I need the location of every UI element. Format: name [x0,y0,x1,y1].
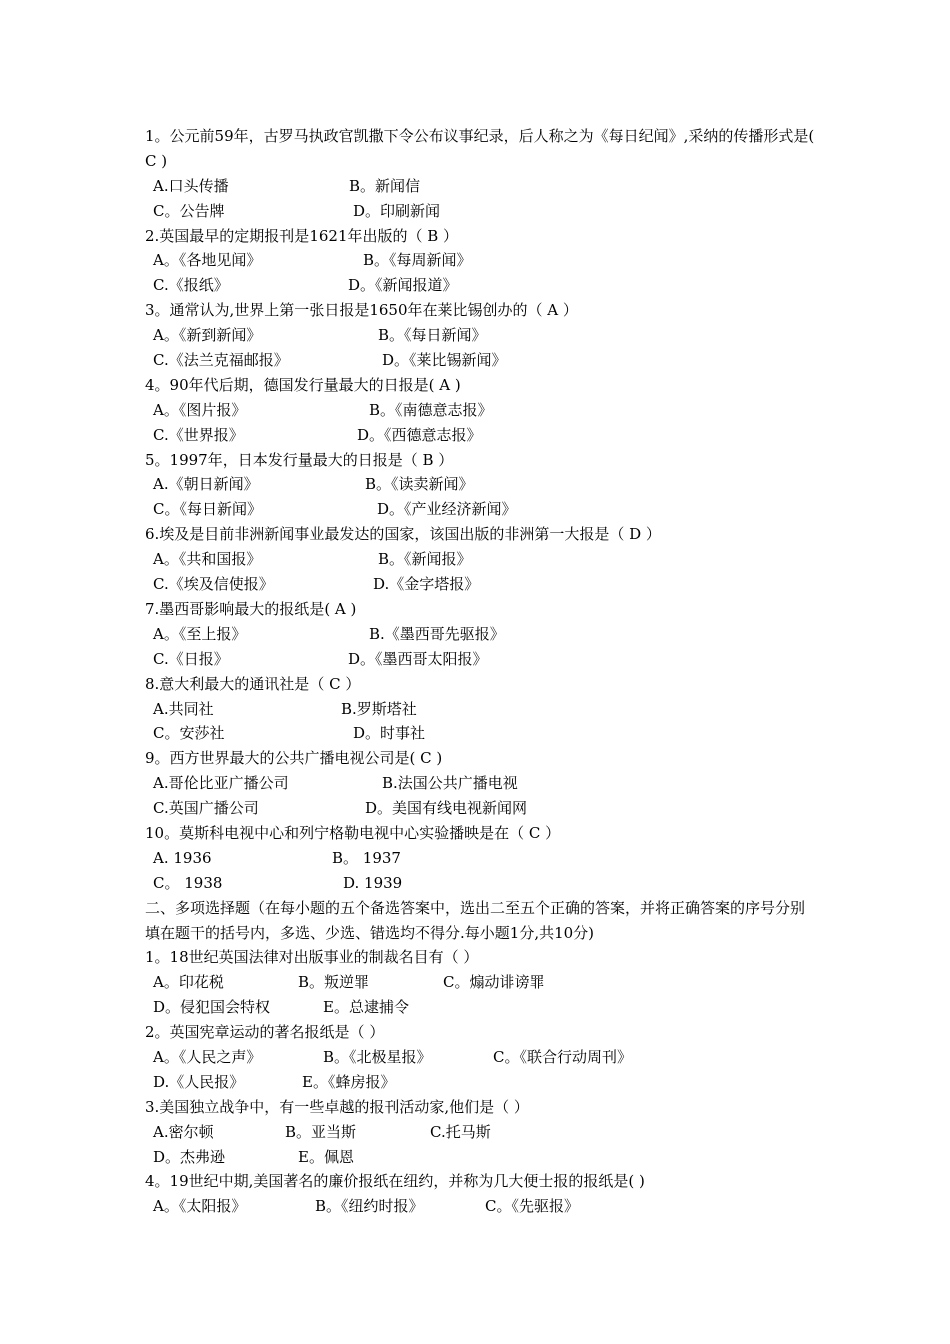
question-6-options-row-1 [145,547,815,572]
option-c: C。《先驱报》 [485,1197,579,1216]
option-b: B。《新闻报》 [378,550,472,569]
question-1-stem: 1。公元前59年，古罗马执政官凯撒下令公布议事纪录，后人称之为《每日纪闻》,采纳的传播形式是( C ) [145,127,815,170]
option-c: C。安莎社 [153,724,225,743]
question-7-options-row-2 [145,647,815,672]
option-a: A.《朝日新闻》 [153,475,259,494]
multi-question-3-options-row-2 [145,1145,815,1170]
question-2-stem: 2.英国最早的定期报刊是1621年出版的（ B ） [145,226,459,245]
option-b: B.罗斯塔社 [341,699,417,718]
multi-question-2-options-row-2 [145,1070,815,1095]
option-a: A。《人民之声》 [153,1047,262,1066]
option-c: C。《联合行动周刊》 [493,1047,632,1066]
question-4-options-row-1 [145,398,815,423]
option-e: E。《蜂房报》 [302,1072,396,1091]
option-a: A。《太阳报》 [153,1197,247,1216]
option-c: C。 1938 [153,873,223,892]
option-b: B。《每日新闻》 [378,326,487,345]
option-d: D。《西德意志报》 [357,425,482,444]
option-d: D。侵犯国会特权 [153,998,271,1017]
question-3-options-row-2 [145,348,815,373]
multi-question-1-options-row-2 [145,995,815,1020]
question-6-options-row-2 [145,572,815,597]
option-d: D。印刷新闻 [353,201,441,220]
option-b: B。叛逆罪 [298,973,370,992]
option-e: E。总逮捕令 [323,998,409,1017]
option-a: A。印花税 [153,973,224,992]
option-c: C.托马斯 [430,1122,491,1141]
question-1-options-row-2 [145,199,815,224]
option-b: B。《读卖新闻》 [365,475,474,494]
multi-question-4-stem: 4。19世纪中期,美国著名的廉价报纸在纽约，并称为几大便士报的报纸是( ) [145,1172,645,1191]
question-6-stem: 6.埃及是目前非洲新闻事业最发达的国家，该国出版的非洲第一大报是（ D ） [145,525,661,544]
option-c: C。《每日新闻》 [153,500,262,519]
option-c: C.《法兰克福邮报》 [153,351,289,370]
question-9-options-row-1 [145,771,815,796]
question-4-options-row-2 [145,423,815,448]
option-e: E。佩恩 [298,1147,354,1166]
option-b: B。《北极星报》 [323,1047,432,1066]
question-8-options-row-1 [145,697,815,722]
option-b: B.法国公共广播电视 [382,774,518,793]
option-a: A. 1936 [153,848,212,867]
option-d: D。《墨西哥太阳报》 [348,649,488,668]
question-4-stem: 4。90年代后期，德国发行量最大的日报是( A ) [145,375,461,394]
option-a: A.共同社 [153,699,214,718]
section-2-heading: 二、多项选择题（在每小题的五个备选答案中，选出二至五个正确的答案，并将正确答案的序号分别填在题干的括号内，多选、少选、错选均不得分.每小题1分,共10分) [145,898,806,942]
question-3-options-row-1 [145,323,815,348]
option-d: D。《新闻报道》 [348,276,458,295]
option-b: B。《纽约时报》 [315,1197,424,1216]
question-9-options-row-2 [145,796,815,821]
question-1-options-row-1 [145,174,815,199]
option-a: A。《共和国报》 [153,550,262,569]
option-d: D. 1939 [343,873,403,892]
multi-question-3-options-row-1 [145,1120,815,1145]
exam-content [145,124,815,1219]
option-d: D。《莱比锡新闻》 [382,351,507,370]
option-b: B。《南德意志报》 [369,400,493,419]
multi-question-2-options-row-1 [145,1045,815,1070]
option-b: B。《每周新闻》 [363,251,472,270]
question-7-stem: 7.墨西哥影响最大的报纸是( A ) [145,599,357,618]
option-a: A。《图片报》 [153,400,247,419]
question-10-options-row-1 [145,846,815,871]
option-a: A.哥伦比亚广播公司 [153,774,289,793]
option-a: A.密尔顿 [153,1122,214,1141]
question-2-options-row-2 [145,273,815,298]
multi-question-1-stem: 1。18世纪英国法律对出版事业的制裁名目有（ ） [145,948,479,967]
option-d: D。美国有线电视新闻网 [365,799,528,818]
option-d: D.《人民报》 [153,1072,245,1091]
option-b: B。亚当斯 [285,1122,357,1141]
question-3-stem: 3。通常认为,世界上第一张日报是1650年在莱比锡创办的（ A ） [145,301,578,320]
option-b: B。新闻信 [349,176,421,195]
question-5-stem: 5。1997年，日本发行量最大的日报是（ B ） [145,450,454,469]
option-d: D。杰弗逊 [153,1147,226,1166]
option-b: B。 1937 [332,848,401,867]
multi-question-2-stem: 2。英国宪章运动的著名报纸是（ ） [145,1023,385,1042]
option-d: D.《金字塔报》 [373,575,480,594]
option-d: D。时事社 [353,724,426,743]
question-2-options-row-1 [145,248,815,273]
question-5-options-row-1 [145,472,815,497]
question-10-stem: 10。莫斯科电视中心和列宁格勒电视中心实验播映是在（ C ） [145,823,561,842]
question-5-options-row-2 [145,497,815,522]
option-c: C.《世界报》 [153,425,244,444]
option-c: C.《日报》 [153,649,229,668]
option-c: C.《埃及信使报》 [153,575,274,594]
question-8-options-row-2 [145,721,815,746]
option-a: A。《至上报》 [153,624,247,643]
option-c: C.英国广播公司 [153,799,259,818]
option-d: D。《产业经济新闻》 [377,500,517,519]
option-c: C。公告牌 [153,201,225,220]
question-7-options-row-1 [145,622,815,647]
multi-question-3-stem: 3.美国独立战争中，有一些卓越的报刊活动家,他们是（ ） [145,1097,529,1116]
option-a: A.口头传播 [153,176,229,195]
option-a: A。《各地见闻》 [153,251,262,270]
option-c: C.《报纸》 [153,276,229,295]
multi-question-4-options-row-1 [145,1194,815,1219]
option-c: C。煽动诽谤罪 [443,973,545,992]
option-b: B.《墨西哥先驱报》 [369,624,505,643]
question-8-stem: 8.意大利最大的通讯社是（ C ） [145,674,361,693]
question-9-stem: 9。西方世界最大的公共广播电视公司是( C ) [145,749,443,768]
multi-question-1-options-row-1 [145,970,815,995]
question-10-options-row-2 [145,871,815,896]
option-a: A。《新到新闻》 [153,326,262,345]
